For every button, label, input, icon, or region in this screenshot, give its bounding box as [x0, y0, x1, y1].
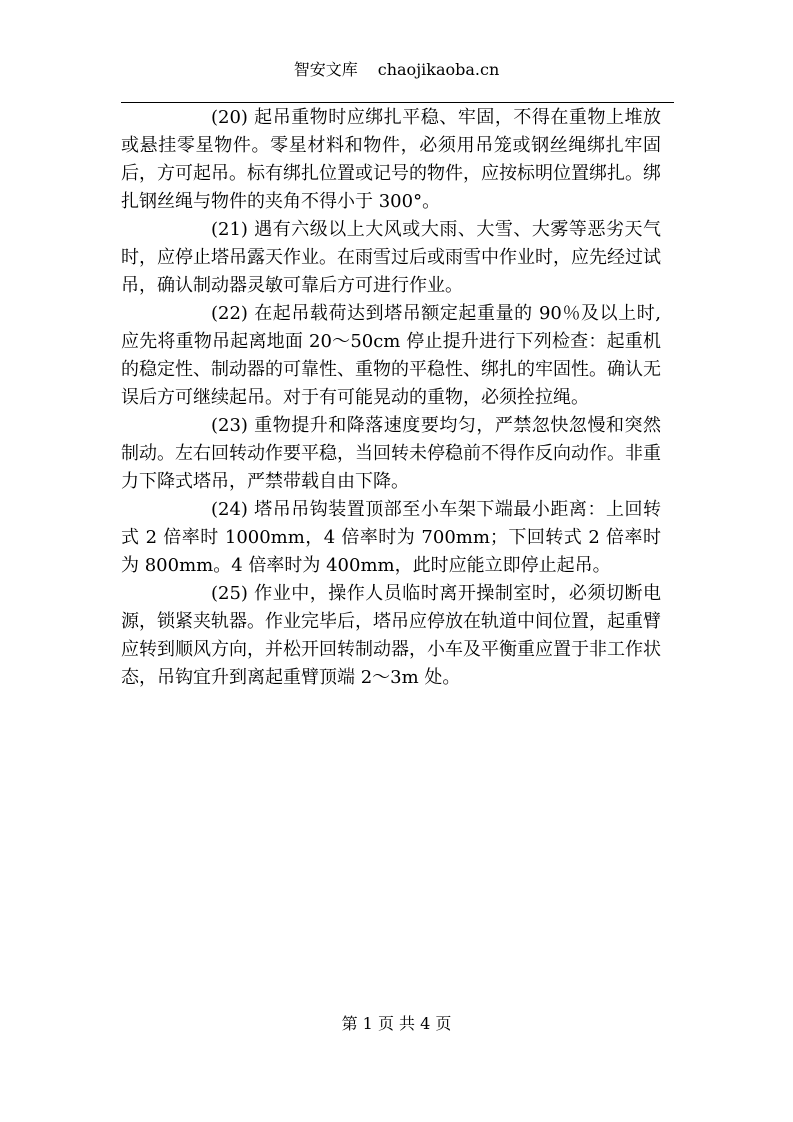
page-number: 第 1 页 共 4 页 [341, 1014, 452, 1033]
paragraph-23: (23) 重物提升和降落速度要均匀，严禁忽快忽慢和突然制动。左右回转动作要平稳，当回转未停稳前不得作反向动作。非重力下降式塔吊，严禁带载自由下降。 [121, 415, 661, 492]
paragraph-25: (25) 作业中，操作人员临时离开操制室时，必须切断电源，锁紧夹轨器。作业完毕后，塔吊应停放在轨道中间位置，起重臂应转到顺风方向，并松开回转制动器，小车及平衡重应置于非工作状态，吊钩宜升到离起重臂顶端 2～3m 处。 [121, 583, 661, 688]
document-body [121, 104, 661, 692]
page-header [0, 58, 793, 82]
paragraph-20: (20) 起吊重物时应绑扎平稳、牢固，不得在重物上堆放或悬挂零星物件。零星材料和物件，必须用吊笼或钢丝绳绑扎牢固后，方可起吊。标有绑扎位置或记号的物件，应按标明位置绑扎。绑扎钢丝绳与物件的夹角不得小于 300°。 [121, 107, 661, 212]
paragraph-22: (22) 在起吊载荷达到塔吊额定起重量的 90％及以上时, 应先将重物吊起离地面 20～50cm 停止提升进行下列检查：起重机的稳定性、制动器的可靠性、重物的平稳性、绑扎的牢固性。确认无误后方可继续起吊。对于有可能晃动的重物，必须拴拉绳。 [121, 303, 661, 408]
paragraph-21: (21) 遇有六级以上大风或大雨、大雪、大雾等恶劣天气时，应停止塔吊露天作业。在雨雪过后或雨雪中作业时，应先经过试吊，确认制动器灵敏可靠后方可进行作业。 [121, 219, 661, 296]
paragraph-24: (24) 塔吊吊钩装置顶部至小车架下端最小距离：上回转式 2 倍率时 1000mm，4 倍率时为 700mm；下回转式 2 倍率时为 800mm。4 倍率时为 400mm，此时应能立即停止起吊。 [121, 499, 661, 576]
header-divider [121, 102, 674, 103]
site-url: chaojikaoba.cn [377, 60, 500, 79]
site-name: 智安文库 [293, 60, 358, 79]
